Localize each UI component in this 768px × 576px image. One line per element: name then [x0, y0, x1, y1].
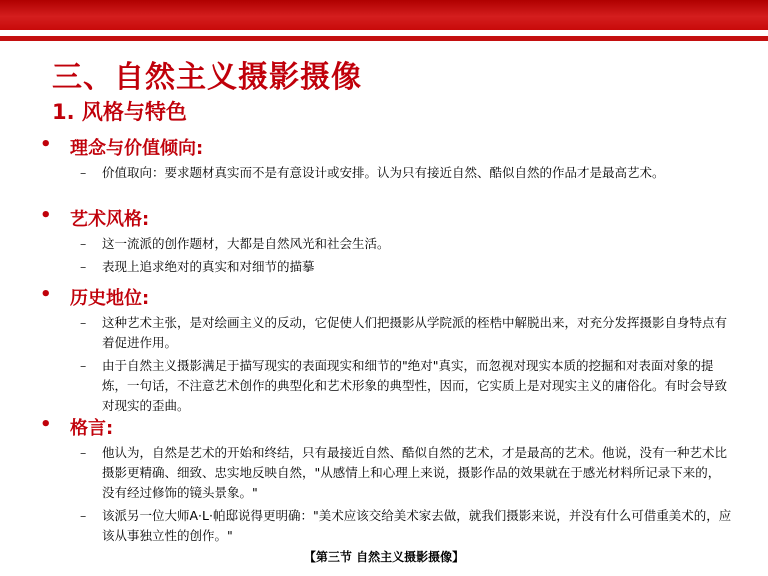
- dash-icon: –: [80, 259, 87, 274]
- list-item: – 价值取向：要求题材真实而不是有意设计或安排。认为只有接近自然、酷似自然的作品才是最高艺术。: [102, 163, 732, 183]
- slide-subtitle: 1. 风格与特色: [52, 100, 187, 124]
- bullet-icon: •: [40, 134, 52, 155]
- dash-icon: –: [80, 236, 87, 251]
- section-values: [40, 134, 740, 183]
- list-item: – 这种艺术主张，是对绘画主义的反动，它促使人们把摄影从学院派的桎梏中解脱出来，对充分发挥摄影自身特点有着促进作用。: [80, 315, 728, 350]
- section-motto: [40, 414, 740, 546]
- list-item: – 这一流派的创作题材，大都是自然风光和社会生活。: [102, 234, 732, 254]
- list-item: – 该派另一位大师A·L·帕邸说得更明确："美术应该交给美术家去做，就我们摄影来说，并没有什么可借重美术的，应该从事独立性的创作。": [80, 508, 732, 543]
- section-heading: • 艺术风格:: [40, 205, 150, 230]
- list-item: – 表现上追求绝对的真实和对细节的描摹: [102, 257, 732, 277]
- dash-icon: –: [80, 165, 87, 180]
- list-item: – 他认为，自然是艺术的开始和终结，只有最接近自然、酷似自然的艺术，才是最高的艺术。他说，没有一种艺术比摄影更精确、细致、忠实地反映自然，"从感情上和心理上来说，摄影作品的效果就在于感光材料所记录下来的，没有经过修饰的镜头景象。": [80, 445, 728, 500]
- section-heading: • 格言:: [40, 414, 114, 439]
- slide-title: 三、自然主义摄影摄像: [52, 60, 362, 95]
- dash-icon: –: [80, 445, 87, 460]
- section-history: [40, 284, 740, 416]
- bullet-icon: •: [40, 205, 52, 226]
- slide-footer: 【第三节 自然主义摄影摄像】: [303, 550, 465, 564]
- dash-icon: –: [80, 358, 87, 373]
- section-heading: • 理念与价值倾向:: [40, 134, 204, 159]
- list-item: – 由于自然主义摄影满足于描写现实的表面现实和细节的"绝对"真实，而忽视对现实本质的挖掘和对表面对象的提炼，一句话，不注意艺术创作的典型化和艺术形象的典型性，因而，它实质上是对现实主义的庸俗化。有时会导致对现实的歪曲。: [80, 358, 728, 413]
- section-art-style: [40, 205, 740, 277]
- dash-icon: –: [80, 508, 87, 523]
- dash-icon: –: [80, 315, 87, 330]
- bullet-icon: •: [40, 284, 52, 305]
- section-heading: • 历史地位:: [40, 284, 150, 309]
- bullet-icon: •: [40, 414, 52, 435]
